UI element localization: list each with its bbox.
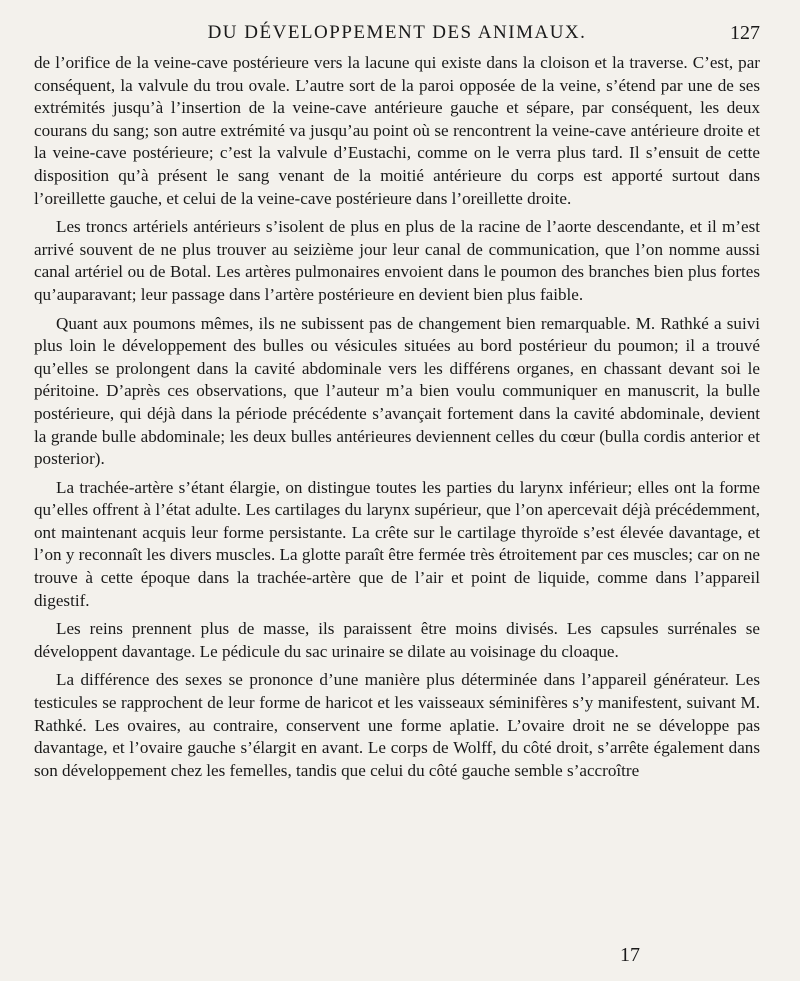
signature-mark: 17 [620,944,640,966]
paragraph: Les troncs artériels antérieurs s’isolent de plus en plus de la racine de l’aorte descendante, et il m’est arrivé souvent de ne plus trouver au seizième jour leur canal de communication, que l’on nomme aussi canal artériel ou de Botal. Les artères pulmonaires envoient dans le poumon des branches bien plus fortes qu’auparavant; leur passage dans l’artère postérieure en devient bien plus faible. [34,217,760,304]
running-head [34,22,760,52]
body-text [34,52,760,782]
paragraph: Les reins prennent plus de masse, ils paraissent être moins divisés. Les capsules surrénales se développent davantage. Le pédicule du sac urinaire se dilate au voisinage du cloaque. [34,619,760,661]
running-title: DU DÉVELOPPEMENT DES ANIMAUX. [207,22,587,43]
paragraph: La trachée-artère s’étant élargie, on distingue toutes les parties du larynx inférieur; elles ont la forme qu’elles offrent à l’état adulte. Les cartilages du larynx supérieur, que l’on apercevait déjà précédemment, ont maintenant acquis leur forme persistante. La crête sur le cartilage thyroïde s’est élevée davantage, et l’on y reconnaît les divers muscles. La glotte paraît être fermée très étroitement par ces muscles; car on ne trouve à cette époque dans la trachée-artère que de l’air et point de liquide, comme dans l’appareil digestif. [34,477,760,610]
page-number: 127 [730,22,760,44]
paragraph: La différence des sexes se prononce d’une manière plus déterminée dans l’appareil générateur. Les testicules se rapprochent de leur forme de haricot et les vaisseaux séminifères s’y manifestent, suivant M. Rathké. Les ovaires, au contraire, conservent une forme aplatie. L’ovaire droit ne se développe pas davantage, et l’ovaire gauche s’élargit en avant. Le corps de Wolff, du côté droit, s’arrête également dans son développement chez les femelles, tandis que celui du côté gauche semble s’accroître [34,670,760,780]
paragraph: de l’orifice de la veine-cave postérieure vers la lacune qui existe dans la cloison et la traverse. C’est, par conséquent, la valvule du trou ovale. L’autre sort de la paroi opposée de la veine, s’étend par une de ses extrémités jusqu’à l’insertion de la veine-cave antérieure gauche et sépare, par conséquent, les deux courans du sang; son autre extrémité va jusqu’au point où se rencontrent la veine-cave antérieure droite et la veine-cave postérieure; c’est la valvule d’Eustachi, comme on le verra plus tard. Il s’ensuit de cette disposition qu’à présent le sang venant de la moitié antérieure du corps est apporté surtout dans l’oreillette gauche, et celui de la veine-cave postérieure dans l’oreillette droite. [34,53,760,208]
paragraph: Quant aux poumons mêmes, ils ne subissent pas de changement bien remarquable. M. Rathké a suivi plus loin le développement des bulles ou vésicules situées au bord postérieur du poumon; il a trouvé qu’elles se prolongent dans la cavité abdominale vers les différens organes, en chassant devant soi le péritoine. D’après ces observations, que l’auteur m’a bien voulu communiquer en manuscrit, la bulle postérieure, qui déjà dans la période précédente s’avançait fortement dans la cavité abdominale, devient la grande bulle abdominale; les deux bulles antérieures deviennent celles du cœur (bulla cordis anterior et posterior). [34,313,760,469]
